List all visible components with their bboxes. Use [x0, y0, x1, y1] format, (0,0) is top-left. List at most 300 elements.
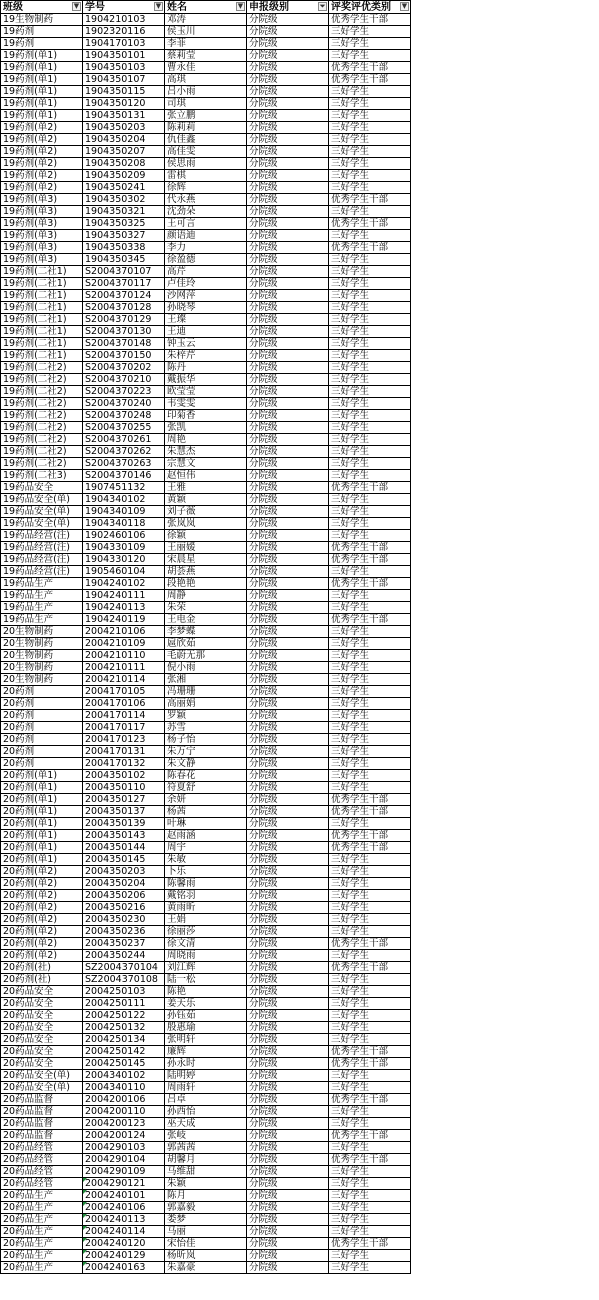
name-cell[interactable]: 卢佳玲 [165, 278, 247, 290]
class-cell[interactable]: 19药剂(二社1) [1, 326, 83, 338]
student-id-cell[interactable]: 1904210103 [83, 14, 165, 26]
student-id-cell[interactable]: 2004170131 [83, 746, 165, 758]
award-cell[interactable]: 三好学生 [329, 1142, 411, 1154]
class-cell[interactable]: 20药剂 [1, 758, 83, 770]
award-cell[interactable]: 三好学生 [329, 1214, 411, 1226]
award-cell[interactable]: 优秀学生干部 [329, 578, 411, 590]
award-cell[interactable]: 优秀学生干部 [329, 614, 411, 626]
level-cell[interactable]: 分院级 [247, 386, 329, 398]
class-cell[interactable]: 20药剂(单1) [1, 830, 83, 842]
level-cell[interactable]: 分院级 [247, 1250, 329, 1262]
level-cell[interactable]: 分院级 [247, 746, 329, 758]
level-cell[interactable]: 分院级 [247, 902, 329, 914]
student-id-cell[interactable]: 1904350120 [83, 98, 165, 110]
level-cell[interactable]: 分院级 [247, 854, 329, 866]
student-id-cell[interactable]: 2004350143 [83, 830, 165, 842]
class-cell[interactable]: 20药品安全 [1, 1034, 83, 1046]
level-cell[interactable]: 分院级 [247, 74, 329, 86]
award-cell[interactable]: 三好学生 [329, 50, 411, 62]
class-cell[interactable]: 19药品生产 [1, 578, 83, 590]
student-id-cell[interactable]: 1904350338 [83, 242, 165, 254]
name-cell[interactable]: 印菊香 [165, 410, 247, 422]
level-cell[interactable]: 分院级 [247, 98, 329, 110]
student-id-cell[interactable]: 2004200124 [83, 1130, 165, 1142]
award-cell[interactable]: 优秀学生干部 [329, 62, 411, 74]
level-cell[interactable]: 分院级 [247, 638, 329, 650]
student-id-cell[interactable]: 2004350244 [83, 950, 165, 962]
class-cell[interactable]: 19药品安全 [1, 482, 83, 494]
award-cell[interactable]: 三好学生 [329, 650, 411, 662]
student-id-cell[interactable]: S2004370107 [83, 266, 165, 278]
award-cell[interactable]: 三好学生 [329, 434, 411, 446]
name-cell[interactable]: 司琪 [165, 98, 247, 110]
award-cell[interactable]: 三好学生 [329, 146, 411, 158]
name-cell[interactable]: 王雅 [165, 482, 247, 494]
name-cell[interactable]: 孙钰茹 [165, 1010, 247, 1022]
level-cell[interactable]: 分院级 [247, 1142, 329, 1154]
award-cell[interactable]: 三好学生 [329, 758, 411, 770]
level-cell[interactable]: 分院级 [247, 866, 329, 878]
student-id-cell[interactable]: S2004370150 [83, 350, 165, 362]
award-cell[interactable]: 三好学生 [329, 890, 411, 902]
student-id-cell[interactable]: 2004210111 [83, 662, 165, 674]
student-id-cell[interactable]: 1904350203 [83, 122, 165, 134]
level-cell[interactable]: 分院级 [247, 1190, 329, 1202]
student-id-cell[interactable]: 1904350103 [83, 62, 165, 74]
level-cell[interactable]: 分院级 [247, 818, 329, 830]
level-cell[interactable]: 分院级 [247, 710, 329, 722]
award-cell[interactable]: 三好学生 [329, 986, 411, 998]
student-id-cell[interactable]: 2004210114 [83, 674, 165, 686]
name-cell[interactable]: 赵雨涵 [165, 830, 247, 842]
student-id-cell[interactable]: 2004170123 [83, 734, 165, 746]
student-id-cell[interactable]: 2004350144 [83, 842, 165, 854]
level-cell[interactable]: 分院级 [247, 590, 329, 602]
filter-dropdown-icon[interactable]: ▼ [401, 2, 408, 10]
name-cell[interactable]: 宗慧文 [165, 458, 247, 470]
student-id-cell[interactable]: S2004370202 [83, 362, 165, 374]
student-id-cell[interactable]: S2004370129 [83, 314, 165, 326]
student-id-cell[interactable]: 1904350204 [83, 134, 165, 146]
award-cell[interactable]: 三好学生 [329, 1010, 411, 1022]
class-cell[interactable]: 20药剂(单2) [1, 938, 83, 950]
class-cell[interactable]: 20药品经管 [1, 1178, 83, 1190]
name-cell[interactable]: 马维甜 [165, 1166, 247, 1178]
level-cell[interactable]: 分院级 [247, 938, 329, 950]
class-cell[interactable]: 19药剂(单3) [1, 218, 83, 230]
award-cell[interactable]: 优秀学生干部 [329, 482, 411, 494]
award-cell[interactable]: 三好学生 [329, 518, 411, 530]
name-cell[interactable]: 黄雨昕 [165, 902, 247, 914]
award-cell[interactable]: 三好学生 [329, 662, 411, 674]
award-cell[interactable]: 三好学生 [329, 770, 411, 782]
name-cell[interactable]: 雷棋 [165, 170, 247, 182]
award-cell[interactable]: 优秀学生干部 [329, 842, 411, 854]
award-cell[interactable]: 三好学生 [329, 266, 411, 278]
class-cell[interactable]: 20药品安全 [1, 1046, 83, 1058]
level-cell[interactable]: 分院级 [247, 398, 329, 410]
class-cell[interactable]: 19药品生产 [1, 614, 83, 626]
level-cell[interactable]: 分院级 [247, 302, 329, 314]
level-cell[interactable]: 分院级 [247, 758, 329, 770]
class-cell[interactable]: 19药剂(单3) [1, 242, 83, 254]
student-id-cell[interactable]: 2004250134 [83, 1034, 165, 1046]
class-cell[interactable]: 19药剂(二社1) [1, 302, 83, 314]
student-id-cell[interactable]: 1905460104 [83, 566, 165, 578]
level-cell[interactable]: 分院级 [247, 482, 329, 494]
level-cell[interactable]: 分院级 [247, 734, 329, 746]
award-cell[interactable]: 三好学生 [329, 86, 411, 98]
level-cell[interactable]: 分院级 [247, 62, 329, 74]
award-cell[interactable]: 三好学生 [329, 290, 411, 302]
student-id-cell[interactable]: S2004370117 [83, 278, 165, 290]
student-id-cell[interactable]: 1904170103 [83, 38, 165, 50]
class-cell[interactable]: 20药品生产 [1, 1262, 83, 1274]
award-cell[interactable]: 三好学生 [329, 902, 411, 914]
class-cell[interactable]: 19药剂(单1) [1, 86, 83, 98]
class-cell[interactable]: 20生物制药 [1, 650, 83, 662]
award-cell[interactable]: 三好学生 [329, 998, 411, 1010]
award-cell[interactable]: 优秀学生干部 [329, 14, 411, 26]
student-id-cell[interactable]: 2004350127 [83, 794, 165, 806]
award-cell[interactable]: 三好学生 [329, 410, 411, 422]
student-id-cell[interactable]: 2004240120 [83, 1238, 165, 1250]
class-cell[interactable]: 20药品安全(单) [1, 1070, 83, 1082]
name-cell[interactable]: 仇佳鑫 [165, 134, 247, 146]
class-cell[interactable]: 20生物制药 [1, 638, 83, 650]
student-id-cell[interactable]: 2004250142 [83, 1046, 165, 1058]
class-cell[interactable]: 20药品安全 [1, 986, 83, 998]
class-cell[interactable]: 20药剂 [1, 746, 83, 758]
class-cell[interactable]: 20药品生产 [1, 1250, 83, 1262]
award-cell[interactable]: 三好学生 [329, 1070, 411, 1082]
class-cell[interactable]: 19药剂(二社2) [1, 398, 83, 410]
award-cell[interactable]: 三好学生 [329, 158, 411, 170]
student-id-cell[interactable]: S2004370262 [83, 446, 165, 458]
level-cell[interactable]: 分院级 [247, 194, 329, 206]
student-id-cell[interactable]: 1904240102 [83, 578, 165, 590]
level-cell[interactable]: 分院级 [247, 134, 329, 146]
class-cell[interactable]: 20药品经管 [1, 1154, 83, 1166]
award-cell[interactable]: 三好学生 [329, 302, 411, 314]
name-cell[interactable]: 朱荣 [165, 602, 247, 614]
student-id-cell[interactable]: 1904350345 [83, 254, 165, 266]
name-cell[interactable]: 黄颖 [165, 494, 247, 506]
name-cell[interactable]: 高琪 [165, 74, 247, 86]
name-cell[interactable]: 徐丽莎 [165, 926, 247, 938]
class-cell[interactable]: 19药剂 [1, 26, 83, 38]
class-cell[interactable]: 19药剂(二社1) [1, 314, 83, 326]
name-cell[interactable]: 赵恒伟 [165, 470, 247, 482]
class-cell[interactable]: 20药剂(单2) [1, 866, 83, 878]
class-cell[interactable]: 20药剂(单1) [1, 782, 83, 794]
award-cell[interactable]: 三好学生 [329, 1082, 411, 1094]
level-cell[interactable]: 分院级 [247, 434, 329, 446]
name-cell[interactable]: 陈莉莉 [165, 122, 247, 134]
name-cell[interactable]: 郭茜茜 [165, 1142, 247, 1154]
level-cell[interactable]: 分院级 [247, 1214, 329, 1226]
level-cell[interactable]: 分院级 [247, 374, 329, 386]
name-cell[interactable]: 戴铭羽 [165, 890, 247, 902]
student-id-cell[interactable]: S2004370223 [83, 386, 165, 398]
class-cell[interactable]: 20药品安全 [1, 1058, 83, 1070]
class-cell[interactable]: 19药剂(单2) [1, 158, 83, 170]
class-cell[interactable]: 19药剂(单2) [1, 122, 83, 134]
level-cell[interactable]: 分院级 [247, 650, 329, 662]
name-cell[interactable]: 孙永时 [165, 1058, 247, 1070]
class-cell[interactable]: 19药剂(单1) [1, 62, 83, 74]
award-cell[interactable]: 三好学生 [329, 1022, 411, 1034]
student-id-cell[interactable]: S2004370263 [83, 458, 165, 470]
award-cell[interactable]: 三好学生 [329, 170, 411, 182]
class-cell[interactable]: 20药剂(单1) [1, 842, 83, 854]
student-id-cell[interactable]: 2004350204 [83, 878, 165, 890]
name-cell[interactable]: 陆明婷 [165, 1070, 247, 1082]
level-cell[interactable]: 分院级 [247, 530, 329, 542]
award-cell[interactable]: 优秀学生干部 [329, 794, 411, 806]
level-cell[interactable]: 分院级 [247, 266, 329, 278]
level-cell[interactable]: 分院级 [247, 182, 329, 194]
class-cell[interactable]: 20药剂(单2) [1, 878, 83, 890]
student-id-cell[interactable]: 2004250111 [83, 998, 165, 1010]
class-cell[interactable]: 19药剂(二社1) [1, 350, 83, 362]
level-cell[interactable]: 分院级 [247, 1070, 329, 1082]
level-cell[interactable]: 分院级 [247, 230, 329, 242]
award-cell[interactable]: 优秀学生干部 [329, 1154, 411, 1166]
level-cell[interactable]: 分院级 [247, 86, 329, 98]
level-cell[interactable]: 分院级 [247, 962, 329, 974]
name-cell[interactable]: 朱万宁 [165, 746, 247, 758]
level-cell[interactable]: 分院级 [247, 890, 329, 902]
class-cell[interactable]: 20药剂(单1) [1, 818, 83, 830]
name-cell[interactable]: 孙西怡 [165, 1106, 247, 1118]
name-cell[interactable]: 毛蔚无那 [165, 650, 247, 662]
level-cell[interactable]: 分院级 [247, 1106, 329, 1118]
level-cell[interactable]: 分院级 [247, 794, 329, 806]
student-id-cell[interactable]: 1904350302 [83, 194, 165, 206]
name-cell[interactable]: 徐文清 [165, 938, 247, 950]
level-cell[interactable]: 分院级 [247, 686, 329, 698]
class-cell[interactable]: 19药剂(单1) [1, 110, 83, 122]
name-cell[interactable]: 钟玉云 [165, 338, 247, 350]
student-id-cell[interactable]: 2004170114 [83, 710, 165, 722]
award-cell[interactable]: 三好学生 [329, 782, 411, 794]
name-cell[interactable]: 陈春花 [165, 770, 247, 782]
award-cell[interactable]: 三好学生 [329, 470, 411, 482]
award-cell[interactable]: 优秀学生干部 [329, 242, 411, 254]
student-id-cell[interactable]: 1904330109 [83, 542, 165, 554]
award-cell[interactable]: 三好学生 [329, 182, 411, 194]
name-cell[interactable]: 周雨轩 [165, 1082, 247, 1094]
award-cell[interactable]: 三好学生 [329, 602, 411, 614]
student-id-cell[interactable]: 2004240101 [83, 1190, 165, 1202]
class-cell[interactable]: 19药剂(二社2) [1, 374, 83, 386]
level-cell[interactable]: 分院级 [247, 38, 329, 50]
name-cell[interactable]: 陈馨雨 [165, 878, 247, 890]
name-cell[interactable]: 张湘 [165, 674, 247, 686]
student-id-cell[interactable]: 2004210110 [83, 650, 165, 662]
class-cell[interactable]: 20药品监督 [1, 1094, 83, 1106]
student-id-cell[interactable]: 2004170117 [83, 722, 165, 734]
level-cell[interactable]: 分院级 [247, 242, 329, 254]
award-cell[interactable]: 优秀学生干部 [329, 1238, 411, 1250]
class-cell[interactable]: 20药剂(单2) [1, 902, 83, 914]
class-cell[interactable]: 19药剂(单2) [1, 146, 83, 158]
class-cell[interactable]: 20药剂(社) [1, 974, 83, 986]
name-cell[interactable]: 高丽娟 [165, 698, 247, 710]
level-cell[interactable]: 分院级 [247, 254, 329, 266]
award-cell[interactable]: 优秀学生干部 [329, 830, 411, 842]
level-cell[interactable]: 分院级 [247, 206, 329, 218]
class-cell[interactable]: 19药剂(单1) [1, 50, 83, 62]
name-cell[interactable]: 吕卓 [165, 1094, 247, 1106]
name-cell[interactable]: 曹永佳 [165, 62, 247, 74]
class-cell[interactable]: 19药品经营(注) [1, 554, 83, 566]
level-cell[interactable]: 分院级 [247, 170, 329, 182]
level-cell[interactable]: 分院级 [247, 1178, 329, 1190]
class-cell[interactable]: 20药品安全 [1, 1022, 83, 1034]
level-cell[interactable]: 分院级 [247, 494, 329, 506]
class-cell[interactable]: 20药剂(单2) [1, 926, 83, 938]
level-cell[interactable]: 分院级 [247, 542, 329, 554]
name-cell[interactable]: 颜语迪 [165, 230, 247, 242]
name-cell[interactable]: 周艳 [165, 434, 247, 446]
level-cell[interactable]: 分院级 [247, 458, 329, 470]
class-cell[interactable]: 19药剂(二社2) [1, 446, 83, 458]
level-cell[interactable]: 分院级 [247, 602, 329, 614]
class-cell[interactable]: 20药品生产 [1, 1214, 83, 1226]
name-cell[interactable]: 罗颖 [165, 710, 247, 722]
student-id-cell[interactable]: 2004350203 [83, 866, 165, 878]
name-cell[interactable]: 杨昕岚 [165, 1250, 247, 1262]
award-cell[interactable]: 三好学生 [329, 1250, 411, 1262]
award-cell[interactable]: 三好学生 [329, 1166, 411, 1178]
student-id-cell[interactable]: S2004370261 [83, 434, 165, 446]
award-cell[interactable]: 三好学生 [329, 122, 411, 134]
award-cell[interactable]: 三好学生 [329, 698, 411, 710]
class-cell[interactable]: 20药品生产 [1, 1202, 83, 1214]
class-cell[interactable]: 20药剂(单2) [1, 914, 83, 926]
level-cell[interactable]: 分院级 [247, 518, 329, 530]
award-cell[interactable]: 三好学生 [329, 1118, 411, 1130]
student-id-cell[interactable]: 2004350237 [83, 938, 165, 950]
student-id-cell[interactable]: 2004250132 [83, 1022, 165, 1034]
name-cell[interactable]: 戴振华 [165, 374, 247, 386]
student-id-cell[interactable]: SZ2004370104 [83, 962, 165, 974]
filter-active-icon[interactable]: ⏷ [319, 2, 326, 10]
award-cell[interactable]: 优秀学生干部 [329, 218, 411, 230]
student-id-cell[interactable]: 2004250122 [83, 1010, 165, 1022]
class-cell[interactable]: 19药剂(单1) [1, 74, 83, 86]
class-cell[interactable]: 20药品安全 [1, 1010, 83, 1022]
award-cell[interactable]: 三好学生 [329, 854, 411, 866]
class-cell[interactable]: 19药剂(单3) [1, 194, 83, 206]
student-id-cell[interactable]: 1904350327 [83, 230, 165, 242]
class-cell[interactable]: 20药剂 [1, 710, 83, 722]
class-cell[interactable]: 20药剂(单1) [1, 794, 83, 806]
student-id-cell[interactable]: 1904350209 [83, 170, 165, 182]
level-cell[interactable]: 分院级 [247, 290, 329, 302]
student-id-cell[interactable]: 2004240129 [83, 1250, 165, 1262]
level-cell[interactable]: 分院级 [247, 1226, 329, 1238]
name-cell[interactable]: 扈欣茹 [165, 638, 247, 650]
class-cell[interactable]: 20药品生产 [1, 1238, 83, 1250]
name-cell[interactable]: 陈艳 [165, 986, 247, 998]
level-cell[interactable]: 分院级 [247, 974, 329, 986]
class-cell[interactable]: 20药品经管 [1, 1142, 83, 1154]
name-cell[interactable]: 沈劲朵 [165, 206, 247, 218]
level-cell[interactable]: 分院级 [247, 1202, 329, 1214]
name-cell[interactable]: 陈丹 [165, 362, 247, 374]
class-cell[interactable]: 20药品监督 [1, 1130, 83, 1142]
student-id-cell[interactable]: 1902320116 [83, 26, 165, 38]
award-cell[interactable]: 三好学生 [329, 866, 411, 878]
level-cell[interactable]: 分院级 [247, 698, 329, 710]
level-cell[interactable]: 分院级 [247, 146, 329, 158]
student-id-cell[interactable]: 1907451132 [83, 482, 165, 494]
award-cell[interactable]: 三好学生 [329, 230, 411, 242]
award-cell[interactable]: 三好学生 [329, 674, 411, 686]
student-id-cell[interactable]: 2004350216 [83, 902, 165, 914]
name-cell[interactable]: 娄梦 [165, 1214, 247, 1226]
level-cell[interactable]: 分院级 [247, 566, 329, 578]
class-cell[interactable]: 19药剂 [1, 38, 83, 50]
student-id-cell[interactable]: 2004200123 [83, 1118, 165, 1130]
name-cell[interactable]: 张岚岚 [165, 518, 247, 530]
student-id-cell[interactable]: 2004240106 [83, 1202, 165, 1214]
award-cell[interactable]: 三好学生 [329, 254, 411, 266]
level-cell[interactable]: 分院级 [247, 1238, 329, 1250]
class-cell[interactable]: 19药剂(二社2) [1, 422, 83, 434]
level-cell[interactable]: 分院级 [247, 950, 329, 962]
class-cell[interactable]: 19药剂(二社2) [1, 458, 83, 470]
student-id-cell[interactable]: 2004250145 [83, 1058, 165, 1070]
class-cell[interactable]: 19药品经营(注) [1, 566, 83, 578]
name-cell[interactable]: 朱梓芹 [165, 350, 247, 362]
level-cell[interactable]: 分院级 [247, 1034, 329, 1046]
award-cell[interactable]: 优秀学生干部 [329, 1046, 411, 1058]
name-cell[interactable]: 邓涛 [165, 14, 247, 26]
award-cell[interactable]: 三好学生 [329, 530, 411, 542]
student-id-cell[interactable]: 2004350139 [83, 818, 165, 830]
name-cell[interactable]: 胡馨月 [165, 1154, 247, 1166]
student-id-cell[interactable]: 1904240111 [83, 590, 165, 602]
class-cell[interactable]: 20生物制药 [1, 674, 83, 686]
student-id-cell[interactable]: S2004370130 [83, 326, 165, 338]
student-id-cell[interactable]: S2004370210 [83, 374, 165, 386]
award-cell[interactable]: 三好学生 [329, 26, 411, 38]
class-cell[interactable]: 19药剂(二社2) [1, 386, 83, 398]
award-cell[interactable]: 三好学生 [329, 278, 411, 290]
level-cell[interactable]: 分院级 [247, 350, 329, 362]
name-cell[interactable]: 郭嘉毅 [165, 1202, 247, 1214]
class-cell[interactable]: 19药品安全(单) [1, 494, 83, 506]
award-cell[interactable]: 三好学生 [329, 314, 411, 326]
student-id-cell[interactable]: 2004350145 [83, 854, 165, 866]
award-cell[interactable]: 优秀学生干部 [329, 194, 411, 206]
award-cell[interactable]: 优秀学生干部 [329, 1130, 411, 1142]
class-cell[interactable]: 20药品经管 [1, 1166, 83, 1178]
filter-dropdown-icon[interactable]: ▼ [73, 2, 80, 10]
filter-dropdown-icon[interactable]: ▼ [237, 2, 244, 10]
award-cell[interactable]: 三好学生 [329, 1034, 411, 1046]
student-id-cell[interactable]: S2004370148 [83, 338, 165, 350]
name-cell[interactable]: 段艳艳 [165, 578, 247, 590]
student-id-cell[interactable]: 1904330120 [83, 554, 165, 566]
name-cell[interactable]: 高芹 [165, 266, 247, 278]
name-cell[interactable]: 蔡莉莹 [165, 50, 247, 62]
award-cell[interactable]: 三好学生 [329, 362, 411, 374]
